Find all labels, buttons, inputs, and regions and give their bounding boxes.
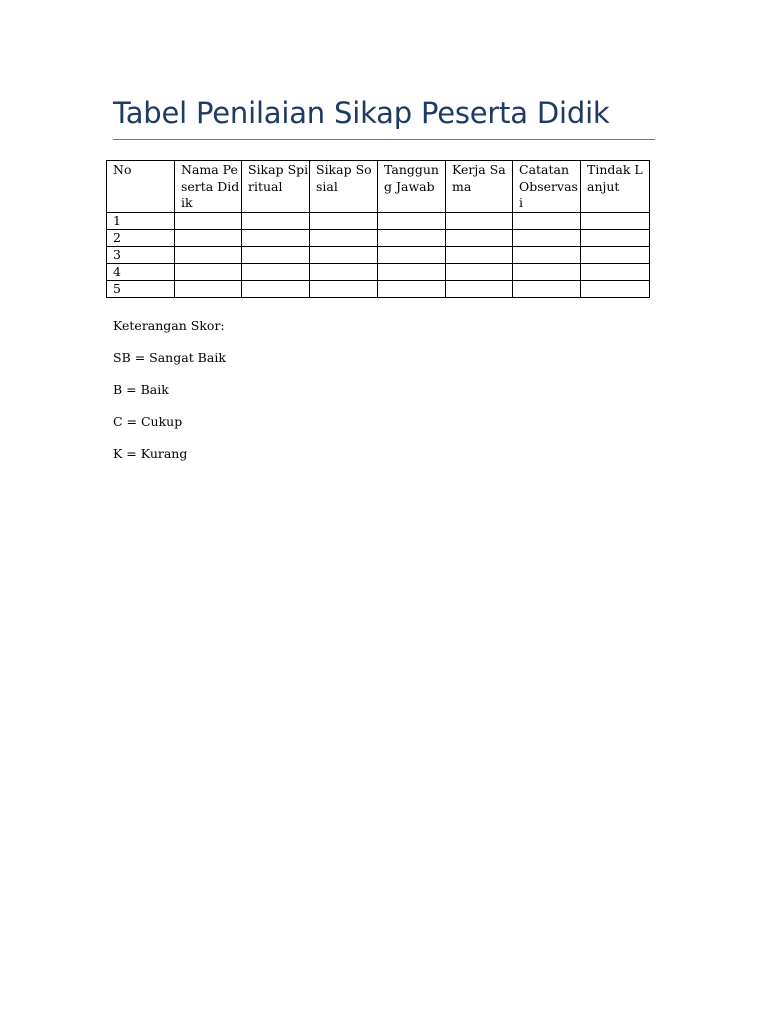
table-cell [310, 230, 378, 247]
table-row [107, 247, 650, 264]
table-cell [581, 264, 650, 281]
table-row [107, 281, 650, 298]
table-header-row [107, 161, 650, 213]
legend-item-c: C = Cukup [113, 414, 183, 429]
table-cell [446, 213, 513, 230]
title-underline-rule [113, 139, 655, 140]
table-cell [513, 247, 581, 264]
table-row [107, 264, 650, 281]
header-kerja-sama: Kerja Sama [446, 161, 513, 213]
table-cell [242, 213, 310, 230]
table-cell [581, 281, 650, 298]
legend-item-b: B = Baik [113, 382, 169, 397]
table-cell [175, 264, 242, 281]
table-cell [513, 281, 581, 298]
table-cell [310, 213, 378, 230]
table-cell [310, 247, 378, 264]
table-cell [310, 281, 378, 298]
table-cell [513, 230, 581, 247]
table-cell-no: 2 [107, 230, 175, 247]
table-cell [581, 213, 650, 230]
table-cell-no: 4 [107, 264, 175, 281]
table-cell-no: 3 [107, 247, 175, 264]
legend-heading: Keterangan Skor: [113, 318, 225, 333]
table-cell [242, 281, 310, 298]
header-catatan-observasi: Catatan Observasi [513, 161, 581, 213]
header-nama-peserta-didik: Nama Peserta Didik [175, 161, 242, 213]
table-row [107, 213, 650, 230]
header-no: No [107, 161, 175, 213]
document-title: Tabel Penilaian Sikap Peserta Didik [113, 96, 610, 130]
table-cell [175, 281, 242, 298]
table-cell [513, 213, 581, 230]
header-tindak-lanjut: Tindak Lanjut [581, 161, 650, 213]
table-cell-no: 5 [107, 281, 175, 298]
table-cell [310, 264, 378, 281]
table-cell [446, 281, 513, 298]
table-cell [242, 264, 310, 281]
table-cell [378, 230, 446, 247]
legend-item-k: K = Kurang [113, 446, 188, 461]
header-sikap-spiritual: Sikap Spiritual [242, 161, 310, 213]
legend-item-sb: SB = Sangat Baik [113, 350, 226, 365]
assessment-table [106, 160, 650, 298]
table-cell [513, 264, 581, 281]
table-row [107, 230, 650, 247]
table-cell [446, 230, 513, 247]
table-cell [242, 247, 310, 264]
table-cell [378, 264, 446, 281]
table-cell [581, 230, 650, 247]
table-cell [378, 213, 446, 230]
table-cell [378, 281, 446, 298]
table-cell [581, 247, 650, 264]
table-cell [242, 230, 310, 247]
score-legend [113, 318, 653, 478]
table-cell [446, 247, 513, 264]
table-cell [175, 213, 242, 230]
header-tanggung-jawab: Tanggung Jawab [378, 161, 446, 213]
table-cell [446, 264, 513, 281]
table-cell [175, 230, 242, 247]
table-cell [175, 247, 242, 264]
header-sikap-sosial: Sikap Sosial [310, 161, 378, 213]
table-cell-no: 1 [107, 213, 175, 230]
table-cell [378, 247, 446, 264]
